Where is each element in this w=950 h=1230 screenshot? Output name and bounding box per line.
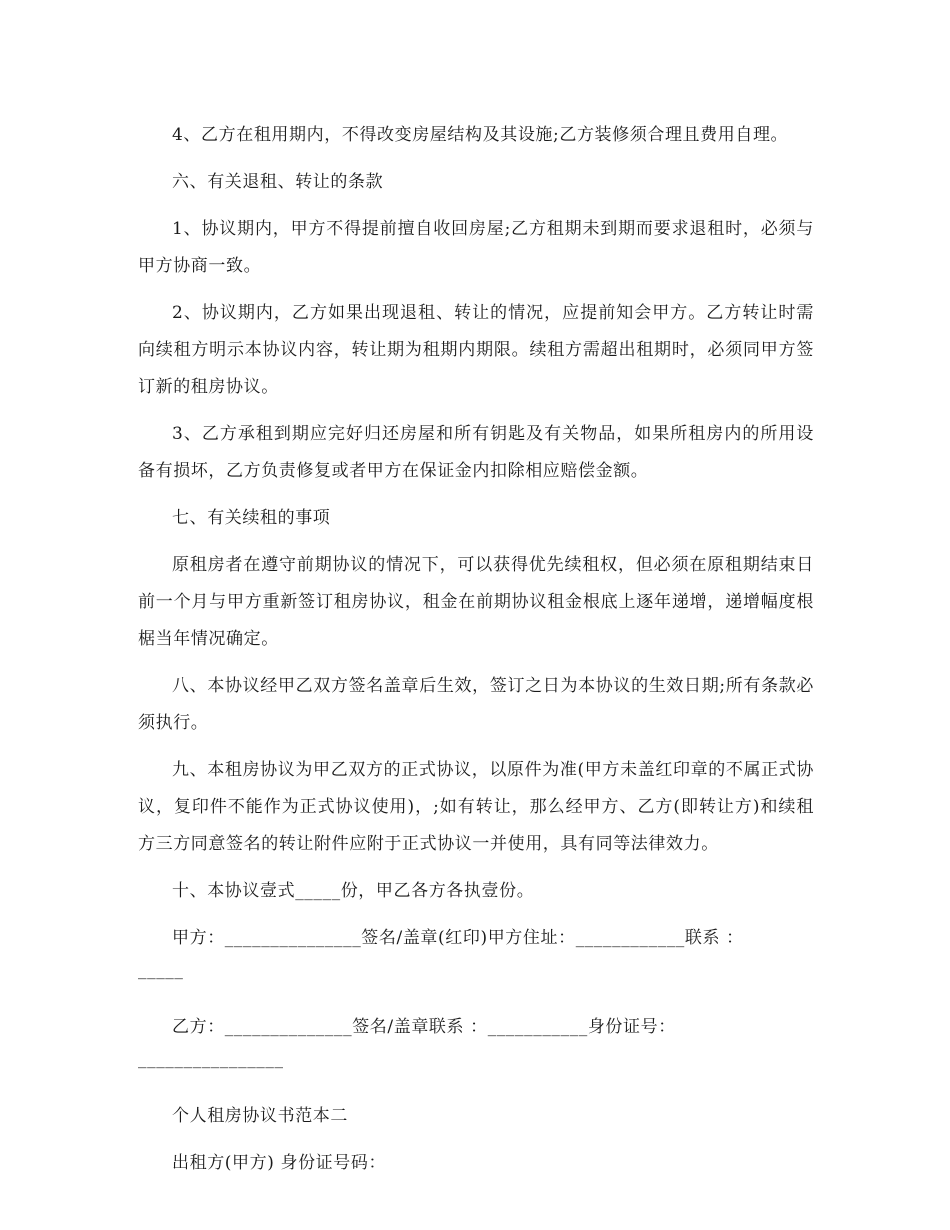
section-six-item-1: 1、协议期内，甲方不得提前擅自收回房屋;乙方租期未到期而要求退租时，必须与甲方协商一致。 (138, 219, 814, 276)
section-nine-paragraph: 九、本租房协议为甲乙双方的正式协议，以原件为准(甲方未盖红印章的不属正式协议，复印件不能作为正式协议使用)，;如有转让，那么经甲方、乙方(即转让方)和续租方三方同意签名的转让附件应附于正式协议一并使用，具有同等法律效力。 (138, 760, 814, 854)
sample-two-title: 个人租房协议书范本二 (172, 1106, 348, 1126)
party-b-signature-tail: ________________ (138, 1049, 284, 1069)
section-six-heading: 六、有关退租、转让的条款 (172, 172, 384, 192)
document-body (138, 117, 814, 1192)
lessor-id-line: 出租方(甲方) 身份证号码： (172, 1153, 387, 1173)
section-ten-paragraph: 十、本协议壹式_____份，甲乙各方各执壹份。 (172, 881, 535, 901)
section-eight-paragraph: 八、本协议经甲乙双方签名盖章后生效，签订之日为本协议的生效日期;所有条款必须执行。 (138, 676, 814, 733)
section-seven-paragraph: 原租房者在遵守前期协议的情况下，可以获得优先续租权，但必须在原租期结束日前一个月与甲方重新签订租房协议，租金在前期协议租金根底上逐年递增，递增幅度根椐当年情况确定。 (138, 555, 814, 649)
party-a-signature-line: 甲方：_______________签名/盖章(红印)甲方住址：____________联系 ： (172, 928, 744, 948)
party-b-signature-line: 乙方：______________签名/盖章联系 ：___________身份证号： (172, 1017, 676, 1037)
party-a-signature-tail: _____ (138, 960, 184, 980)
clause-4-paragraph: 4、乙方在租用期内，不得改变房屋结构及其设施;乙方装修须合理且费用自理。 (172, 125, 789, 145)
section-six-item-3: 3、乙方承租到期应完好归还房屋和所有钥匙及有关物品，如果所租房内的所用设备有损坏，乙方负责修复或者甲方在保证金内扣除相应赔偿金额。 (138, 424, 814, 481)
section-seven-heading: 七、有关续租的事项 (172, 508, 331, 528)
section-six-item-2: 2、协议期内，乙方如果出现退租、转让的情况，应提前知会甲方。乙方转让时需向续租方明示本协议内容，转让期为租期内期限。续租方需超出租期时，必须同甲方签订新的租房协议。 (138, 303, 814, 397)
